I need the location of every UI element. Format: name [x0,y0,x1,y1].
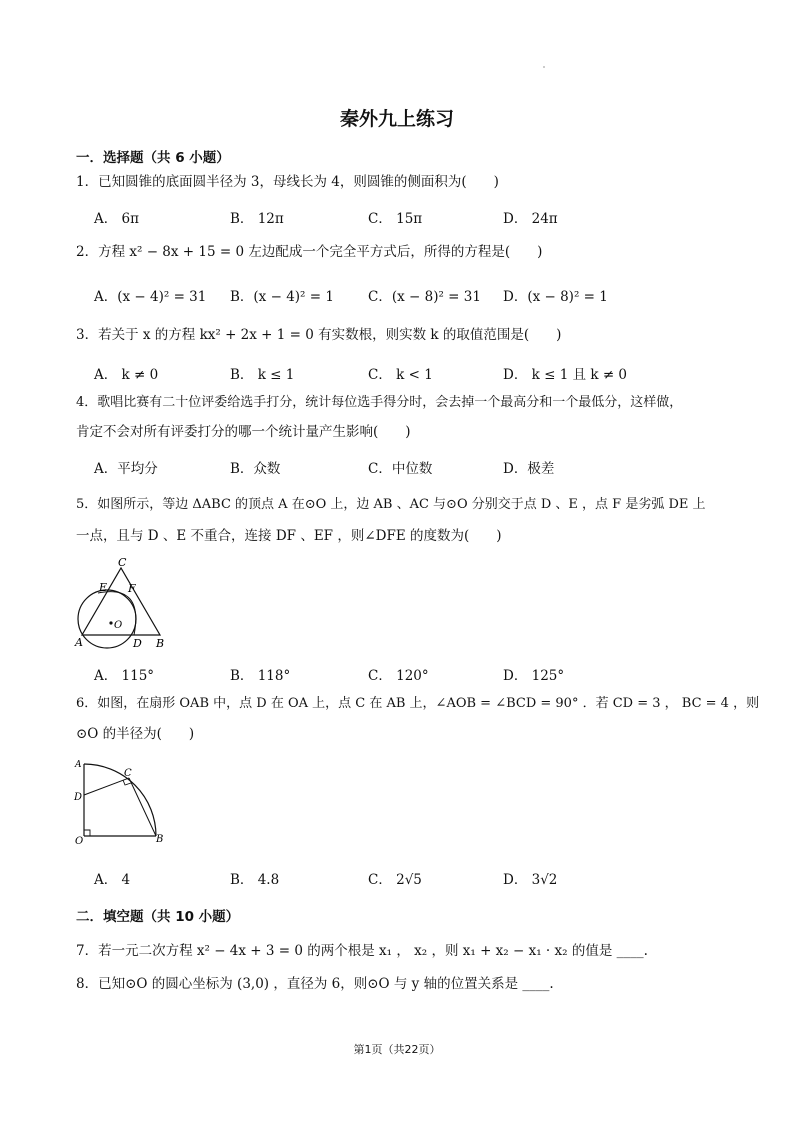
q1-option-b[interactable]: B． 12π [230,211,284,227]
page-title: 秦外九上练习 [339,108,454,130]
question-2-stem: 2．方程 x² − 8x + 15 = 0 左边配成一个完全平方式后，所得的方程是( ) [76,244,543,260]
q2-option-d[interactable]: D．(x − 8)² = 1 [503,289,608,305]
q6-option-b[interactable]: B． 4.8 [230,872,280,888]
question-7-stem: 7．若一元二次方程 x² − 4x + 3 = 0 的两个根是 x₁ ， x₂ ，则 x₁ + x₂ − x₁ · x₂ 的值是 ____. [76,943,648,959]
section-heading-fill: 二．填空题（共 10 小题） [76,909,240,925]
q3-option-d[interactable]: D． k ≤ 1 且 k ≠ 0 [503,367,628,383]
label-c: C [118,556,127,569]
q3-option-c[interactable]: C． k < 1 [368,367,433,383]
q5-option-c[interactable]: C． 120° [368,668,429,684]
q2-option-b[interactable]: B．(x − 4)² = 1 [230,289,334,305]
q3-option-b[interactable]: B． k ≤ 1 [230,367,295,383]
q2-option-a[interactable]: A．(x − 4)² = 31 [94,289,207,305]
question-4-stem-line1: 4．歌唱比赛有二十位评委给选手打分，统计每位选手得分时，会去掉一个最高分和一个最低分，这样做， [76,395,683,410]
label-e: E [99,581,108,594]
segment-dc [84,778,129,795]
q6-option-a[interactable]: A． 4 [94,872,131,888]
q1-option-d[interactable]: D． 24π [503,211,558,227]
q4-option-c[interactable]: C．中位数 [368,461,433,477]
page-footer: 第1页（共22页） [353,1043,441,1056]
question-8-stem: 8．已知⊙O 的圆心坐标为 (3,0) ，直径为 6，则⊙O 与 y 轴的位置关系是 ____. [76,976,554,992]
label-d: D [74,792,83,803]
right-angle-mark-o [84,830,90,836]
q2-option-c[interactable]: C．(x − 8)² = 31 [368,289,481,305]
q4-option-d[interactable]: D．极差 [503,461,555,477]
q4-option-a[interactable]: A．平均分 [94,461,158,477]
question-5-stem-line1: 5．如图所示，等边 ΔABC 的顶点 A 在⊙O 上，边 AB 、AC 与⊙O 分别交于点 D 、E ，点 F 是劣弧 DE 上 [76,497,706,512]
question-1-stem: 1．已知圆锥的底面圆半径为 3，母线长为 4，则圆锥的侧面积为( ) [76,174,499,190]
figure-equilateral-triangle-circle [74,556,170,650]
arc-ab [84,764,156,836]
label-b: B [156,637,165,650]
q6-option-d[interactable]: D． 3√2 [503,872,558,888]
circle-o [78,590,136,648]
label-d: D [133,637,142,650]
question-5-stem-line2: 一点，且与 D 、E 不重合，连接 DF 、EF ，则∠DFE 的度数为( ) [76,528,502,544]
label-a: A [75,760,82,770]
q5-option-d[interactable]: D． 125° [503,668,565,684]
label-c: C [124,768,132,779]
q5-option-a[interactable]: A． 115° [94,668,155,684]
q4-option-b[interactable]: B．众数 [230,461,281,477]
section-heading-choice: 一．选择题（共 6 小题） [76,150,230,166]
label-o: O [114,620,123,631]
figure-sector-oab [72,756,168,848]
q1-option-c[interactable]: C． 15π [368,211,423,227]
center-point-o [109,621,112,624]
label-b: B [156,834,164,845]
label-a: A [75,636,83,649]
q3-option-a[interactable]: A． k ≠ 0 [94,367,159,383]
label-f: F [128,582,136,595]
q1-option-a[interactable]: A． 6π [94,211,140,227]
q5-option-b[interactable]: B． 118° [230,668,291,684]
q6-option-c[interactable]: C． 2√5 [368,872,422,888]
segment-cb [129,778,156,836]
label-o: O [75,836,84,847]
scan-speck [543,66,545,68]
question-6-stem-line1: 6．如图，在扇形 OAB 中，点 D 在 OA 上，点 C 在 AB 上，∠AOB = ∠BCD = 90° ．若 CD = 3 ， BC = 4 ，则 [76,696,760,711]
question-6-stem-line2: ⊙O 的半径为( ) [76,726,195,742]
question-4-stem-line2: 肯定不会对所有评委打分的哪一个统计量产生影响( ) [76,424,411,440]
question-3-stem: 3．若关于 x 的方程 kx² + 2x + 1 = 0 有实数根，则实数 k 的取值范围是( ) [76,327,562,343]
